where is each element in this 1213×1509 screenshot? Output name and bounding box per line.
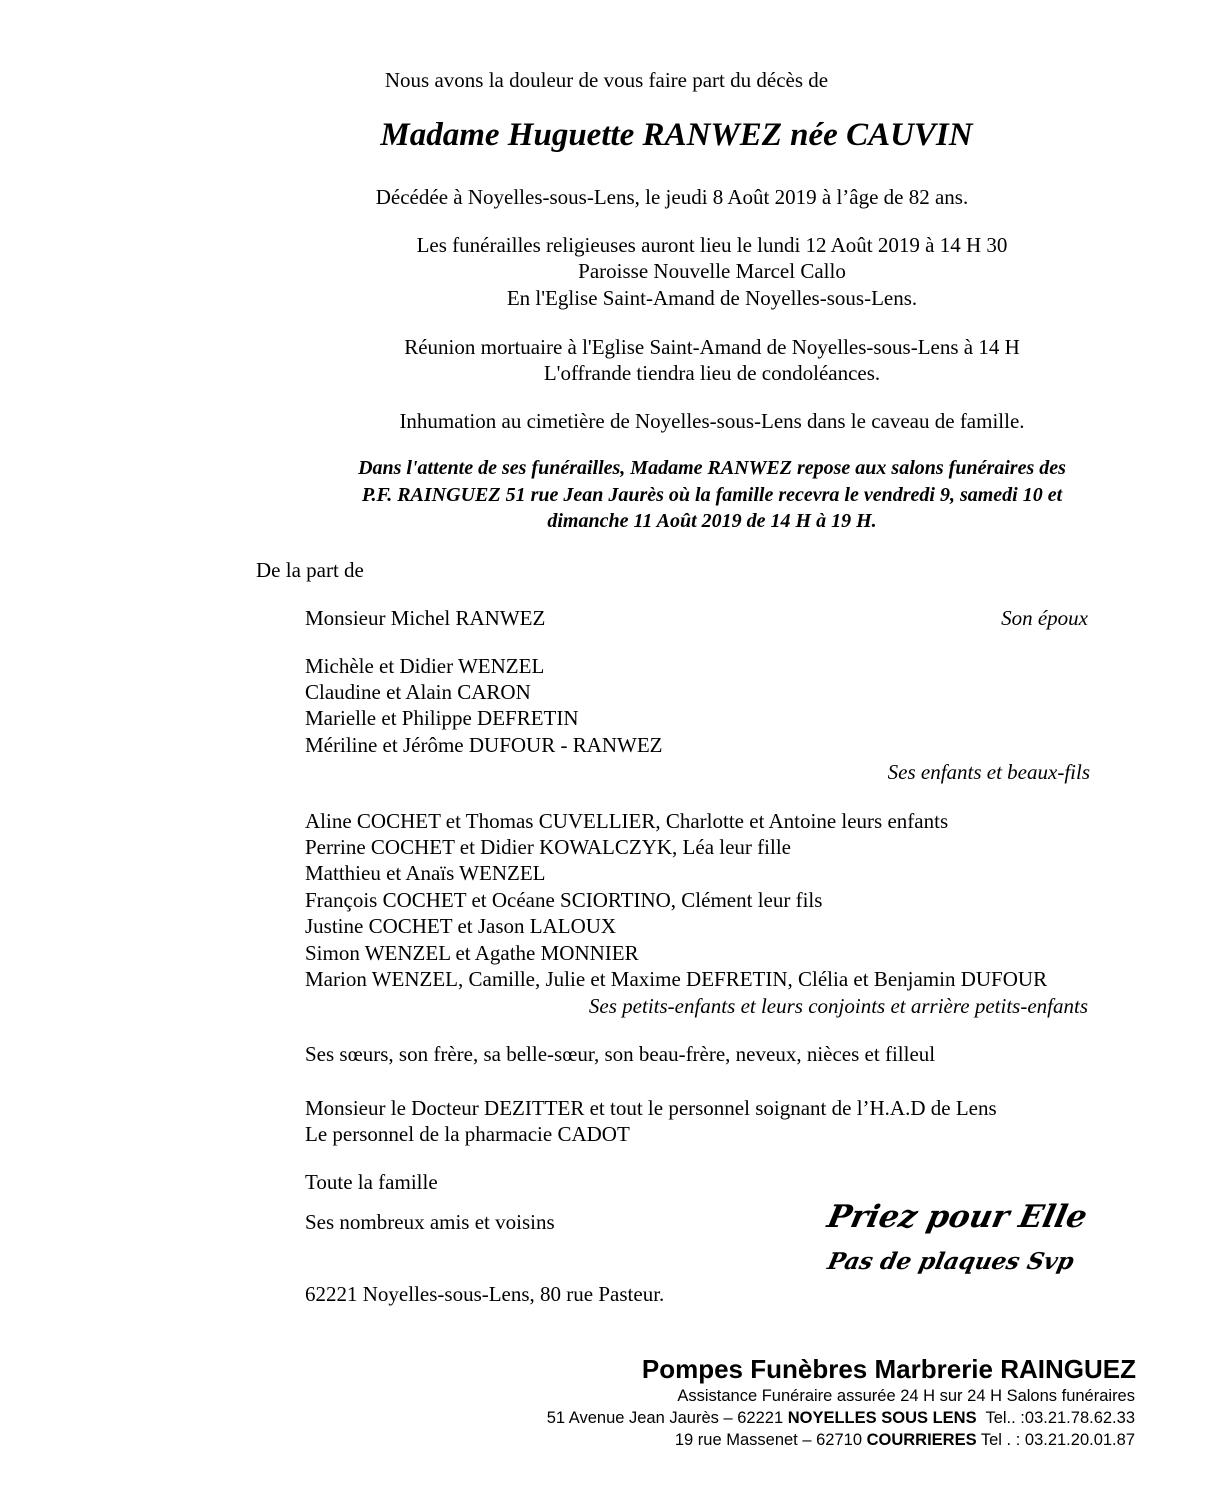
death-date: Décédée à Noyelles-sous-Lens, le jeudi 8 Août 2019 à l’âge de 82 ans. (375, 185, 969, 209)
deceased-name: Madame Huguette RANWEZ née CAUVIN (380, 117, 973, 153)
address-2-street: 19 rue Massenet – 62710 (674, 1431, 867, 1449)
repose-line: dimanche 11 Août 2019 de 14 H à 19 H. (547, 510, 877, 532)
address-1-street: 51 Avenue Jean Jaurès – 62221 (546, 1409, 788, 1427)
grandchild-name: Simon WENZEL et Agathe MONNIER (305, 941, 639, 965)
child-name: Claudine et Alain CARON (305, 680, 531, 704)
funeral-line: En l'Eglise Saint-Amand de Noyelles-sous-Lens. (506, 286, 918, 310)
doctors-line: Monsieur le Docteur DEZITTER et tout le personnel soignant de l’H.A.D de Lens (305, 1096, 997, 1120)
funeral-line: Les funérailles religieuses auront lieu le lundi 12 Août 2019 à 14 H 30 (416, 233, 1008, 257)
no-plaques-note: Pas de plaques Svp (825, 1248, 1077, 1275)
grandchild-name: Perrine COCHET et Didier KOWALCZYK, Léa leur fille (305, 835, 791, 859)
children-relation: Ses enfants et beaux-fils (887, 760, 1090, 784)
address-2-phone: Tel . : 03.21.20.01.87 (976, 1431, 1135, 1449)
family-text: Toute la famille (305, 1170, 438, 1194)
grandchild-name: Matthieu et Anaïs WENZEL (305, 861, 546, 885)
friends-text: Ses nombreux amis et voisins (305, 1210, 555, 1234)
spouse-relation: Son époux (1001, 606, 1088, 630)
company-name: Pompes Funèbres Marbrerie RAINGUEZ (641, 1354, 1136, 1384)
from-label: De la part de (256, 558, 364, 582)
company-assistance: Assistance Funéraire assurée 24 H sur 24 H Salons funéraires (677, 1387, 1135, 1405)
child-name: Marielle et Philippe DEFRETIN (305, 706, 579, 730)
child-name: Mériline et Jérôme DUFOUR - RANWEZ (305, 733, 663, 757)
grandchild-name: Aline COCHET et Thomas CUVELLIER, Charlotte et Antoine leurs enfants (305, 809, 949, 833)
doctors-line: Le personnel de la pharmacie CADOT (305, 1122, 630, 1146)
reunion-line: L'offrande tiendra lieu de condoléances. (543, 361, 881, 385)
address-1-city: NOYELLES SOUS LENS (787, 1409, 977, 1427)
grandchild-name: Justine COCHET et Jason LALOUX (305, 914, 617, 938)
siblings-text: Ses sœurs, son frère, sa belle-sœur, son beau-frère, neveux, nièces et filleul (305, 1042, 936, 1066)
grandchildren-relation: Ses petits-enfants et leurs conjoints et arrière petits-enfants (588, 994, 1088, 1018)
repose-line: Dans l'attente de ses funérailles, Madame RANWEZ repose aux salons funéraires des (358, 457, 1066, 479)
prayer-line: Priez pour Elle (824, 1199, 1091, 1235)
repose-line: P.F. RAINGUEZ 51 rue Jean Jaurès où la famille recevra le vendredi 9, samedi 10 et (361, 484, 1063, 506)
address-2-city: COURRIERES (866, 1431, 977, 1449)
company-address-1 (547, 1408, 1135, 1428)
burial-text: Inhumation au cimetière de Noyelles-sous-Lens dans le caveau de famille. (399, 409, 1025, 433)
child-name: Michèle et Didier WENZEL (305, 654, 545, 678)
intro-text: Nous avons la douleur de vous faire part du décès de (384, 68, 829, 92)
company-address-2 (675, 1430, 1135, 1450)
funeral-line: Paroisse Nouvelle Marcel Callo (578, 259, 846, 283)
spouse-name: Monsieur Michel RANWEZ (305, 606, 546, 630)
address-1-phone: Tel.. :03.21.78.62.33 (976, 1409, 1135, 1427)
grandchild-name: Marion WENZEL, Camille, Julie et Maxime DEFRETIN, Clélia et Benjamin DUFOUR (305, 967, 1048, 991)
family-address: 62221 Noyelles-sous-Lens, 80 rue Pasteur. (305, 1282, 665, 1306)
grandchild-name: François COCHET et Océane SCIORTINO, Clément leur fils (305, 888, 823, 912)
reunion-line: Réunion mortuaire à l'Eglise Saint-Amand de Noyelles-sous-Lens à 14 H (404, 335, 1020, 359)
